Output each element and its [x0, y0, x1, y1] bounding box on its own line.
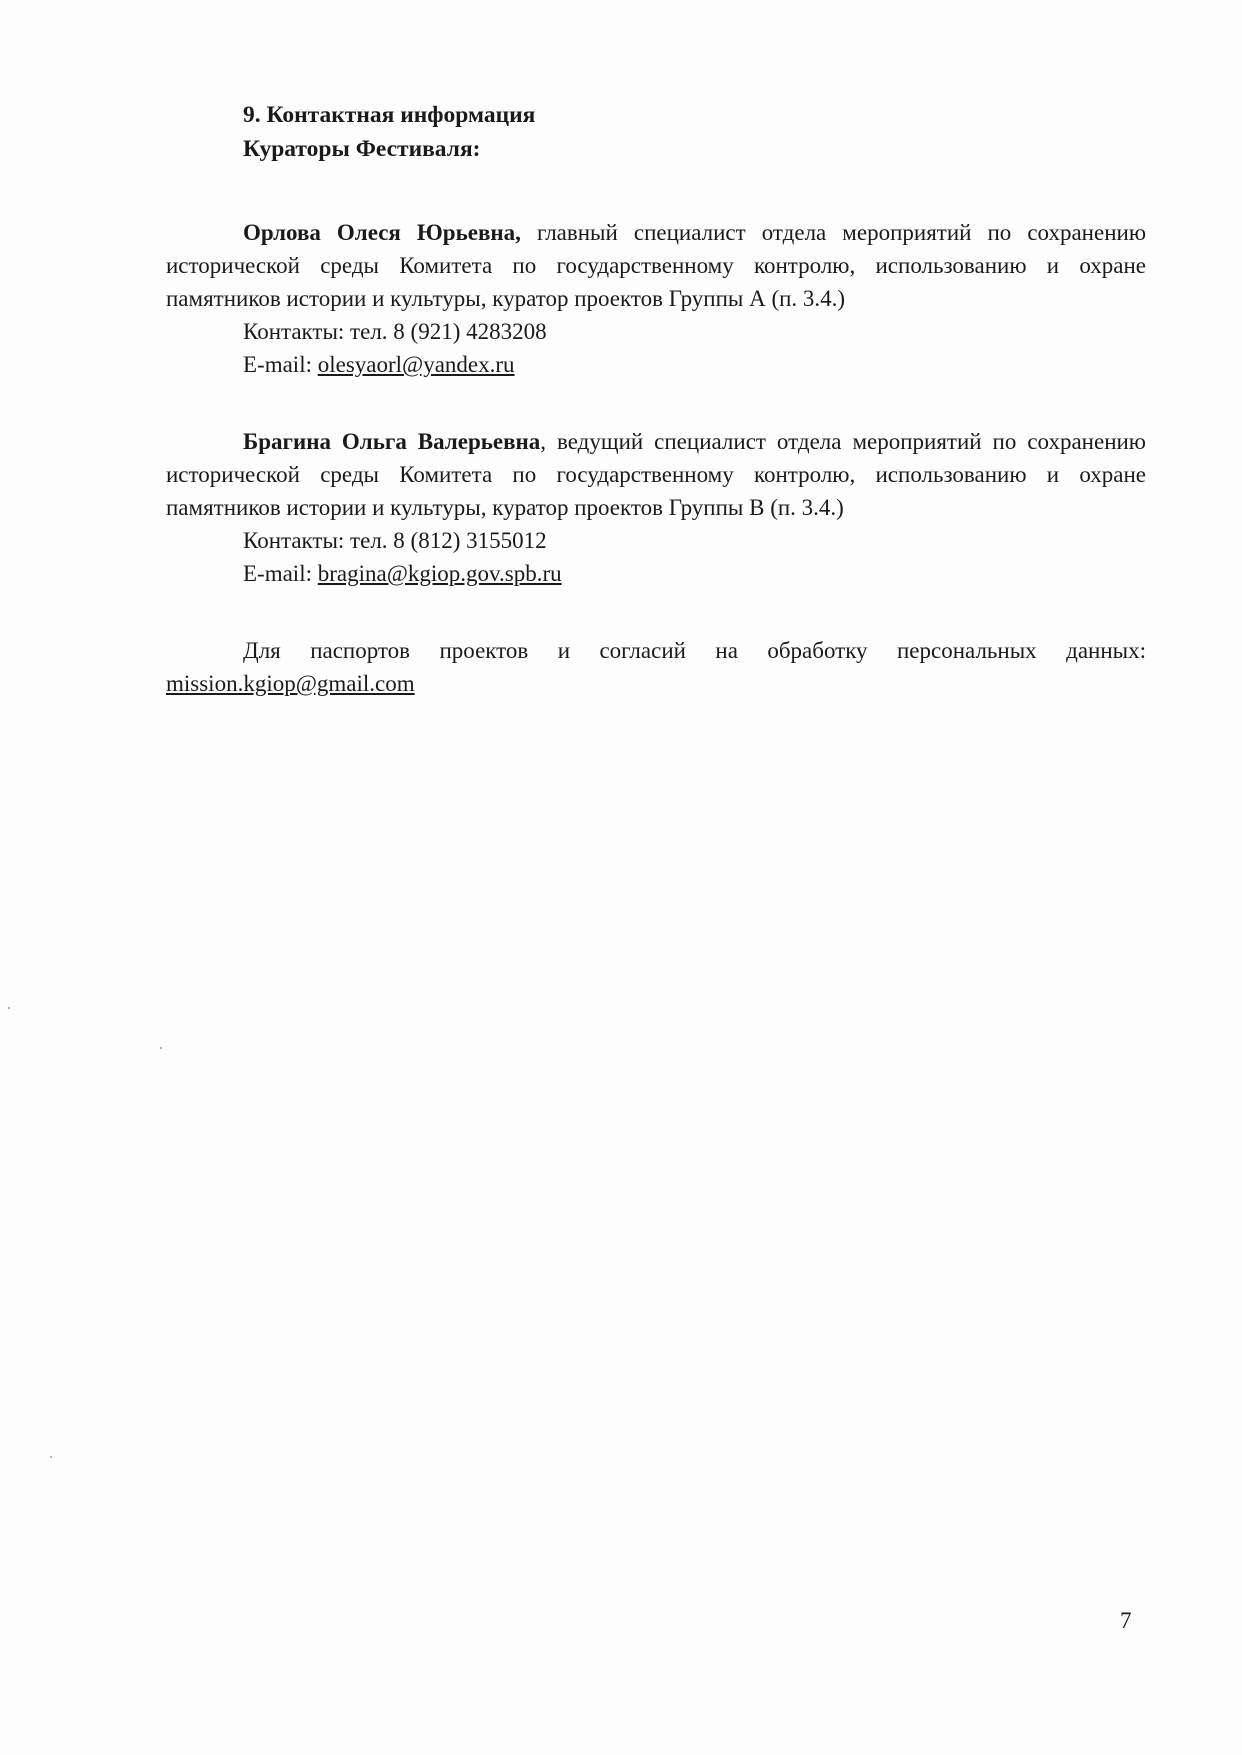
- document-body: [166, 98, 1146, 700]
- curator-description: [166, 216, 1146, 315]
- curator-role: , ведущий специалист отдела мероприятий по сохранению исторической среды Комитета по государственному контролю, использованию и охране памятников истории и культуры, куратор проектов Группы В (п. 3.4.): [166, 429, 1146, 520]
- curator-block-orlova: [166, 216, 1146, 381]
- curator-email-link[interactable]: bragina@kgiop.gov.spb.ru: [317, 561, 562, 586]
- page-number: 7: [1120, 1608, 1132, 1633]
- passports-email-link[interactable]: mission.kgiop@gmail.com: [166, 671, 415, 696]
- section-title: 9. Контактная информация: [243, 102, 536, 128]
- section-subtitle: Кураторы Фестиваля:: [243, 136, 481, 162]
- spacer: [166, 166, 1146, 216]
- curator-name: Орлова Олеся Юрьевна,: [243, 220, 521, 245]
- scan-speck: [160, 1047, 162, 1049]
- passports-paragraph: [166, 634, 1146, 700]
- spacer: [166, 590, 1146, 634]
- curator-email-line: [166, 557, 1146, 590]
- email-label: E-mail:: [243, 561, 318, 586]
- scan-speck: [8, 1007, 10, 1009]
- curator-phone: Контакты: тел. 8 (812) 3155012: [243, 528, 547, 553]
- passports-text: Для паспортов проектов и согласий на обработку персональных данных:: [243, 638, 1146, 663]
- curator-phone: Контакты: тел. 8 (921) 4283208: [243, 319, 547, 344]
- scan-speck: [50, 1456, 52, 1458]
- email-label: E-mail:: [243, 352, 318, 377]
- curator-email-link[interactable]: olesyaorl@yandex.ru: [317, 352, 515, 377]
- curator-description: [166, 425, 1146, 524]
- spacer: [166, 381, 1146, 425]
- curator-name: Брагина Ольга Валерьевна: [243, 429, 541, 454]
- curator-role: главный специалист отдела мероприятий по сохранению исторической среды Комитета по государственному контролю, использованию и охране памятников истории и культуры, куратор проектов Группы А (п. 3.4.): [166, 220, 1147, 311]
- curator-block-bragina: [166, 425, 1146, 590]
- curator-email-line: [166, 348, 1146, 381]
